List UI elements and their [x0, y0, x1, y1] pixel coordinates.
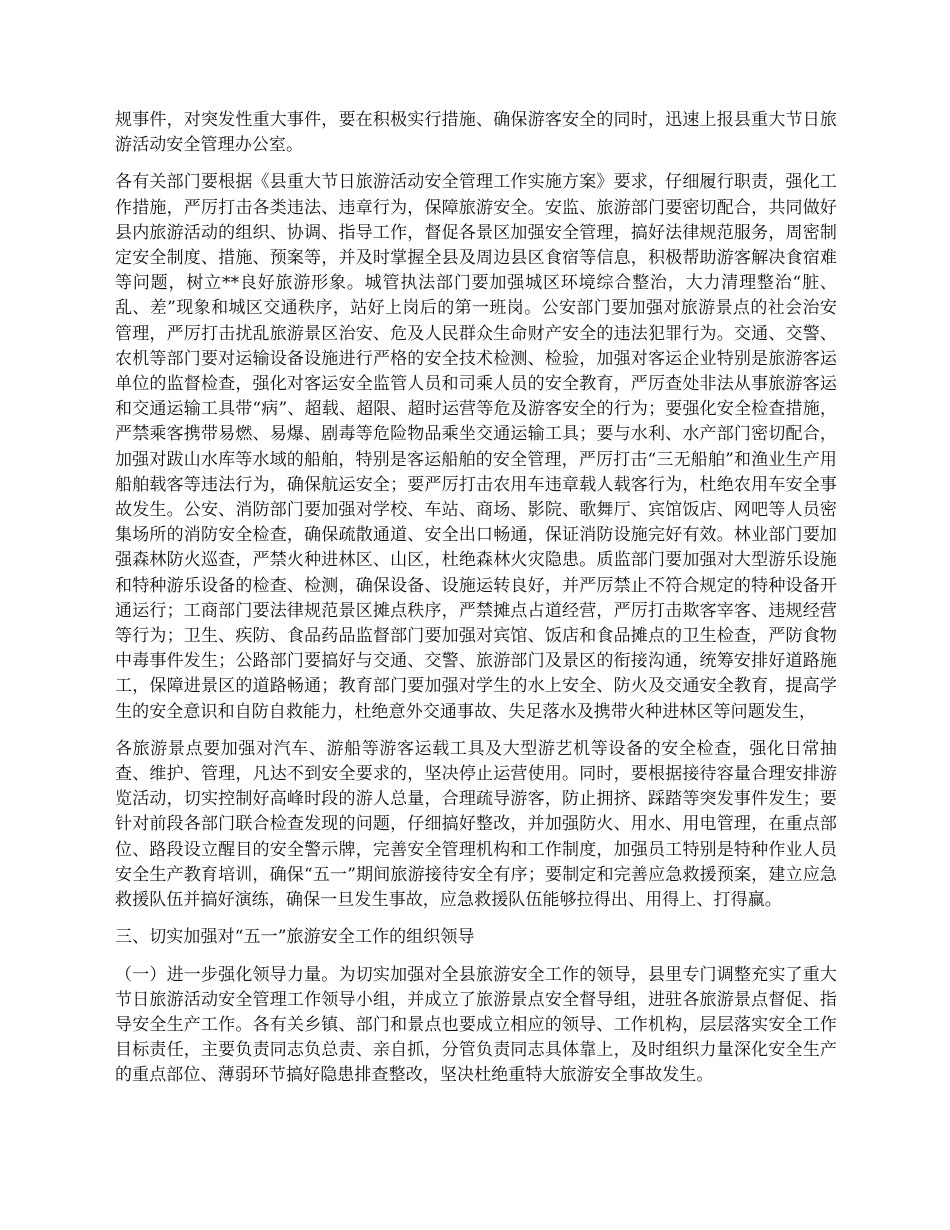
paragraph-2: 各有关部门要根据《县重大节日旅游活动安全管理工作实施方案》要求，仔细履行职责，强化工作措施，严厉打击各类违法、违章行为，保障旅游安全。安监、旅游部门要密切配合，共同做好县内旅游活动的组织、协调、指导工作，督促各景区加强安全管理，搞好法律规范服务，周密制定安全制度、措施、预案等，并及时掌握全县及周边县区食宿等信息，积极帮助游客解决食宿难等问题，树立**良好旅游形象。城管执法部门要加强城区环境综合整治，大力清理整治“脏、乱、差”现象和城区交通秩序，站好上岗后的第一班岗。公安部门要加强对旅游景点的社会治安管理，严厉打击扰乱旅游景区治安、危及人民群众生命财产安全的违法犯罪行为。交通、交警、农机等部门要对运输设备设施进行严格的安全技术检测、检验，加强对客运企业特别是旅游客运单位的监督检查，强化对客运安全监管人员和司乘人员的安全教育，严厉查处非法从事旅游客运和交通运输工具带“病”、超载、超限、超时运营等危及游客安全的行为；要强化安全检查措施，严禁乘客携带易燃、易爆、剧毒等危险物品乘坐交通运输工具；要与水利、水产部门密切配合，加强对跋山水库等水域的船舶，特别是客运船舶的安全管理，严厉打击“三无船舶”和渔业生产用船舶载客等违法行为，确保航运安全；要严厉打击农用车违章载人载客行为，杜绝农用车安全事故发生。公安、消防部门要加强对学校、车站、商场、影院、歌舞厅、宾馆饭店、网吧等人员密集场所的消防安全检查，确保疏散通道、安全出口畅通，保证消防设施完好有效。林业部门要加强森林防火巡查，严禁火种进林区、山区，杜绝森林火灾隐患。质监部门要加强对大型游乐设施和特种游乐设备的检查、检测，确保设备、设施运转良好，并严厉禁止不符合规定的特种设备开通运行；工商部门要法律规范景区摊点秩序，严禁摊点占道经营，严厉打击欺客宰客、违规经营等行为；卫生、疾防、食品药品监督部门要加强对宾馆、饭店和食品摊点的卫生检查，严防食物中毒事件发生；公路部门要搞好与交通、交警、旅游部门及景区的衔接沟通，统筹安排好道路施工，保障进景区的道路畅通；教育部门要加强对学生的水上安全、防火及交通安全教育，提高学生的安全意识和自防自救能力，杜绝意外交通事故、失足落水及携带火种进林区等问题发生， — [115, 172, 837, 722]
paragraph-1: 规事件，对突发性重大事件，要在积极实行措施、确保游客安全的同时，迅速上报县重大节日旅游活动安全管理办公室。 — [115, 110, 837, 156]
paragraph-3: 各旅游景点要加强对汽车、游船等游客运载工具及大型游艺机等设备的安全检查，强化日常抽查、维护、管理，凡达不到安全要求的，坚决停止运营使用。同时，要根据接待容量合理安排游览活动，切实控制好高峰时段的游人总量，合理疏导游客，防止拥挤、踩踏等突发事件发生；要针对前段各部门联合检查发现的问题，仔细搞好整改，并加强防火、用水、用电管理，在重点部位、路段设立醒目的安全警示牌，完善安全管理机构和工作制度，加强员工特别是特种作业人员安全生产教育培训，确保“五一”期间旅游接待安全有序；要制定和完善应急救援预案，建立应急救援队伍并搞好演练，确保一旦发生事故，应急救援队伍能够拉得出、用得上、打得赢。 — [115, 738, 837, 911]
document-page — [115, 108, 837, 1101]
paragraph-5: （一）进一步强化领导力量。为切实加强对全县旅游安全工作的领导，县里专门调整充实了重大节日旅游活动安全管理工作领导小组，并成立了旅游景点安全督导组，进驻各旅游景点督促、指导安全生产工作。各有关乡镇、部门和景点也要成立相应的领导、工作机构，层层落实安全工作目标责任，主要负责同志负总责、亲自抓，分管负责同志具体靠上，及时组织力量深化安全生产的重点部位、薄弱环节搞好隐患排查整改，坚决杜绝重特大旅游安全事故发生。 — [115, 964, 837, 1086]
section-heading: 三、切实加强对“五一”旅游安全工作的组织领导 — [115, 927, 475, 948]
